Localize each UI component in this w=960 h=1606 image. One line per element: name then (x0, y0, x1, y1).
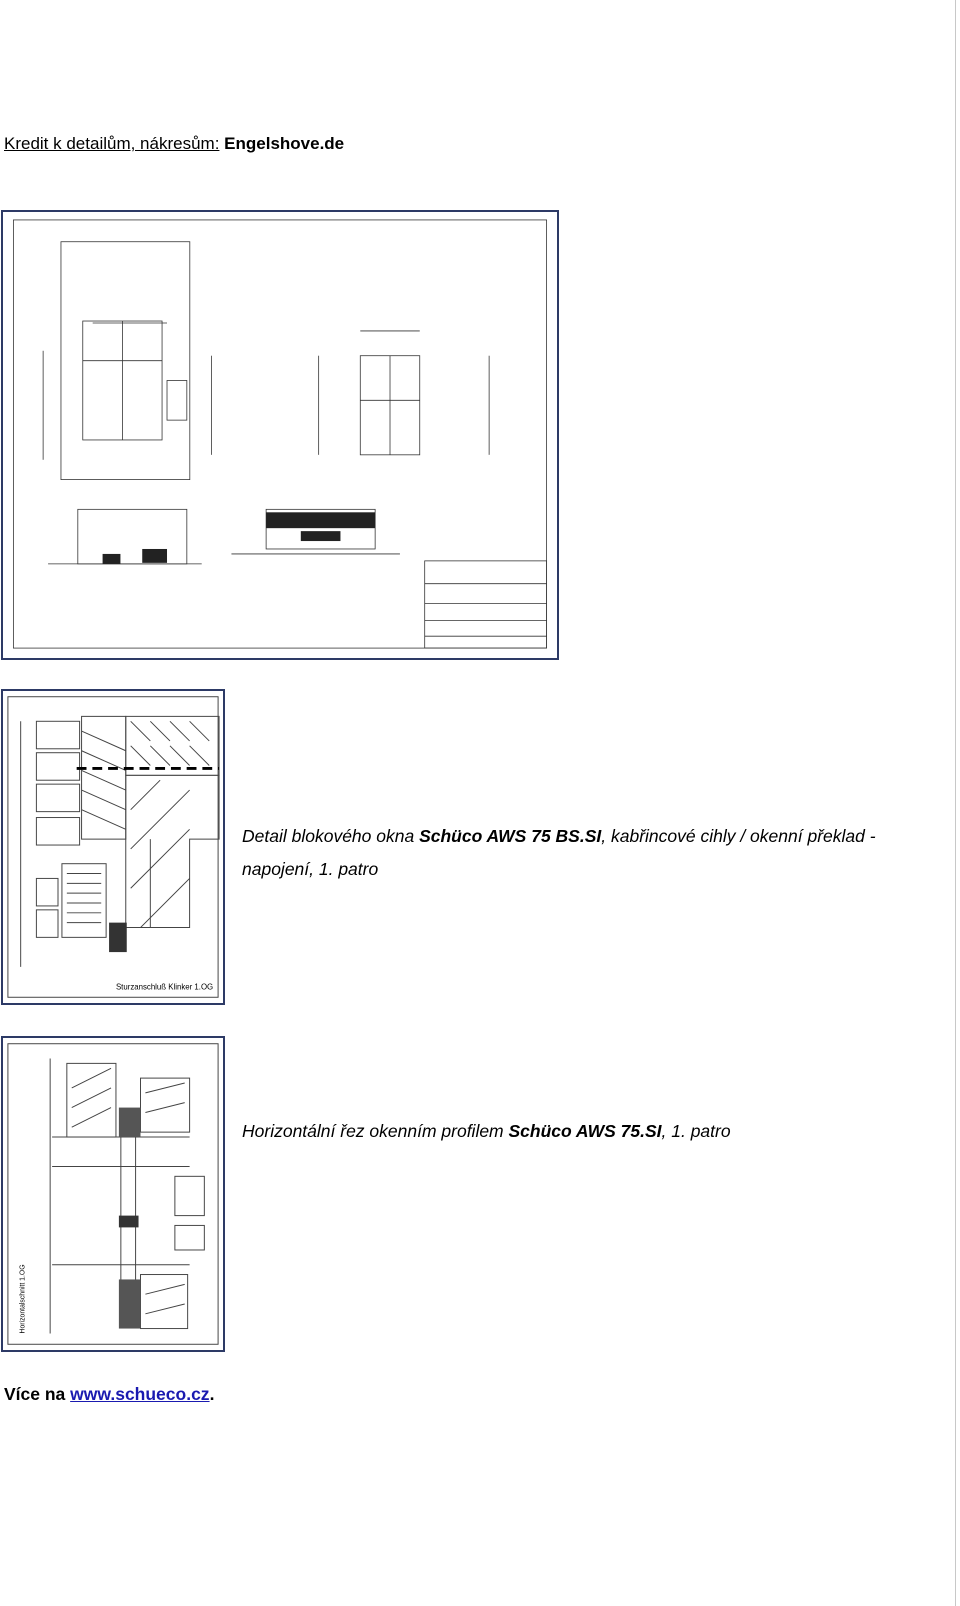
credit-line (4, 134, 344, 154)
drawing-title-label: Horizontalschnitt 1.OG (19, 1264, 27, 1334)
figure-2-caption-text: Horizontální řez okenním profilem (242, 1121, 509, 1141)
credit-source: Engelshove.de (224, 134, 345, 153)
more-info-suffix: . (209, 1384, 215, 1404)
window-lintel-detail-drawing (1, 689, 225, 1005)
schueco-website-link[interactable]: www.schueco.cz (70, 1384, 210, 1404)
drawing-title-label: Sturzanschluß Klinker 1.OG (115, 982, 214, 992)
figure-2-caption-rest: , 1. patro (661, 1121, 731, 1141)
credit-label: Kredit k detailům, nákresům: (4, 134, 220, 153)
more-info-line (4, 1384, 214, 1405)
figure-1-product-name: Schüco AWS 75 BS.SI (419, 826, 602, 846)
figure-2-caption (242, 1115, 942, 1148)
figure-2-product-name: Schüco AWS 75.SI (508, 1121, 662, 1141)
floor-plan-drawing (1, 210, 559, 660)
horizontal-section-sketch (3, 1038, 223, 1350)
horizontal-section-drawing (1, 1036, 225, 1352)
floor-plan-sheet (3, 212, 557, 658)
more-info-prefix: Více na (4, 1384, 71, 1404)
figure-1-caption-rest: , kabřincové cihly / okenní překlad - napojení, 1. patro (242, 826, 876, 879)
figure-1-caption-text: Detail blokového okna (242, 826, 420, 846)
lintel-section-sketch (3, 691, 223, 1003)
figure-1-caption (242, 820, 882, 886)
page-edge-rule (955, 0, 956, 1606)
